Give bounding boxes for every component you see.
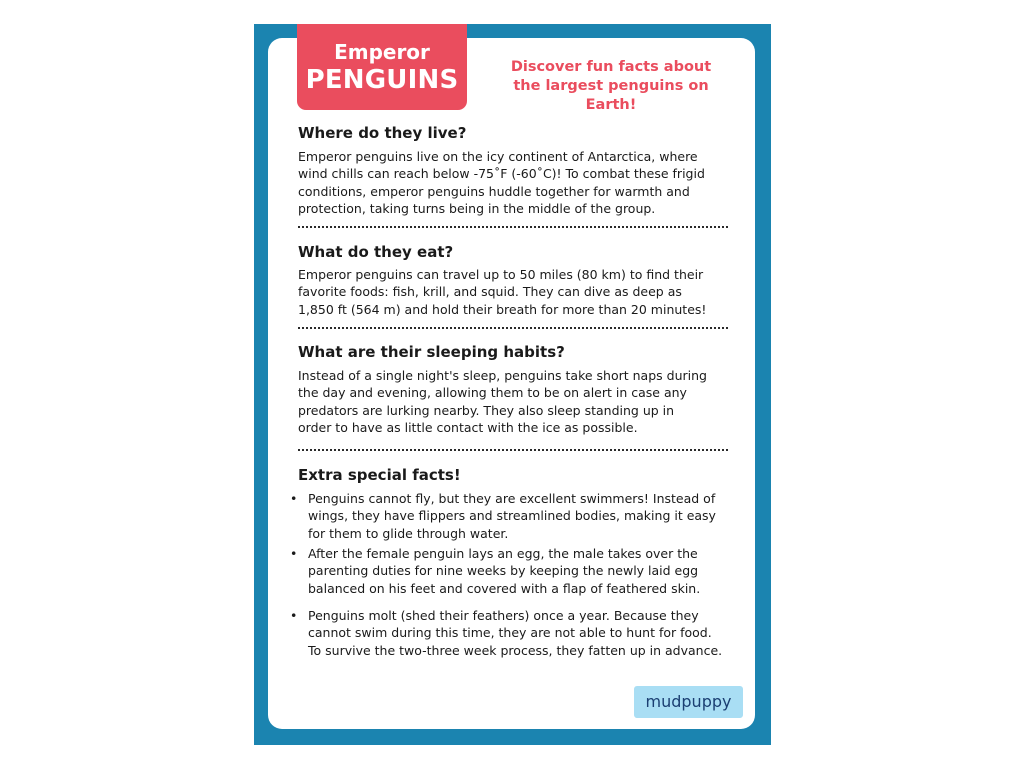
tagline-line: Discover fun facts about [510, 59, 712, 75]
section-text-sleep [298, 367, 743, 436]
section-text-eat [298, 266, 743, 318]
text-line: wings, they have flippers and streamlined bodies, making it easy [308, 508, 716, 524]
title-top: Emperor [334, 40, 430, 64]
text-line: parenting duties for nine weeks by keeping the newly laid egg [308, 563, 699, 579]
bullet-marker: • [290, 546, 298, 561]
section-heading-extra: Extra special facts! [298, 466, 461, 484]
bullet-marker: • [290, 491, 298, 506]
page-title: PENGUINS [305, 65, 459, 95]
text-line: for them to glide through water. [308, 525, 509, 541]
brand-logo: mudpuppy [634, 686, 743, 718]
text-line: predators are lurking nearby. They also sleep standing up in [298, 402, 675, 418]
text-line: Emperor penguins live on the icy continent of Antarctica, where [298, 149, 698, 164]
section-text-live [298, 148, 743, 217]
text-line: Penguins molt (shed their feathers) once a year. Because they [308, 608, 699, 623]
text-line: favorite foods: fish, krill, and squid. They can dive as deep as [298, 284, 682, 300]
text-line: cannot swim during this time, they are not able to hunt for food. [308, 625, 712, 641]
dotted-divider [298, 327, 728, 329]
title-badge [297, 24, 467, 110]
text-line: To survive the two-three week process, they fatten up in advance. [308, 642, 723, 658]
text-line: Emperor penguins can travel up to 50 miles (80 km) to find their [298, 267, 704, 282]
text-line: the day and evening, allowing them to be on alert in case any [298, 385, 687, 401]
tagline [486, 58, 736, 115]
text-line: wind chills can reach below -75˚F (-60˚C)! To combat these frigid [298, 166, 705, 182]
text-line: After the female penguin lays an egg, the male takes over the [308, 546, 698, 561]
bullet-item [308, 490, 748, 542]
text-line: order to have as little contact with the ice as possible. [298, 419, 638, 435]
section-heading-eat: What do they eat? [298, 243, 454, 261]
bullet-item [308, 607, 748, 659]
section-heading-sleep: What are their sleeping habits? [298, 343, 565, 361]
dotted-divider [298, 226, 728, 228]
text-line: 1,850 ft (564 m) and hold their breath for more than 20 minutes! [298, 301, 707, 317]
text-line: Penguins cannot fly, but they are excellent swimmers! Instead of [308, 491, 716, 506]
text-line: Instead of a single night's sleep, penguins take short naps during [298, 368, 707, 383]
text-line: protection, taking turns being in the middle of the group. [298, 200, 656, 216]
text-line: balanced on his feet and covered with a flap of feathered skin. [308, 580, 701, 596]
bullet-marker: • [290, 608, 298, 623]
tagline-line: the largest penguins on Earth! [513, 78, 709, 113]
section-heading-live: Where do they live? [298, 124, 467, 142]
text-line: conditions, emperor penguins huddle together for warmth and [298, 183, 690, 199]
bullet-item [308, 545, 748, 597]
dotted-divider [298, 449, 728, 451]
